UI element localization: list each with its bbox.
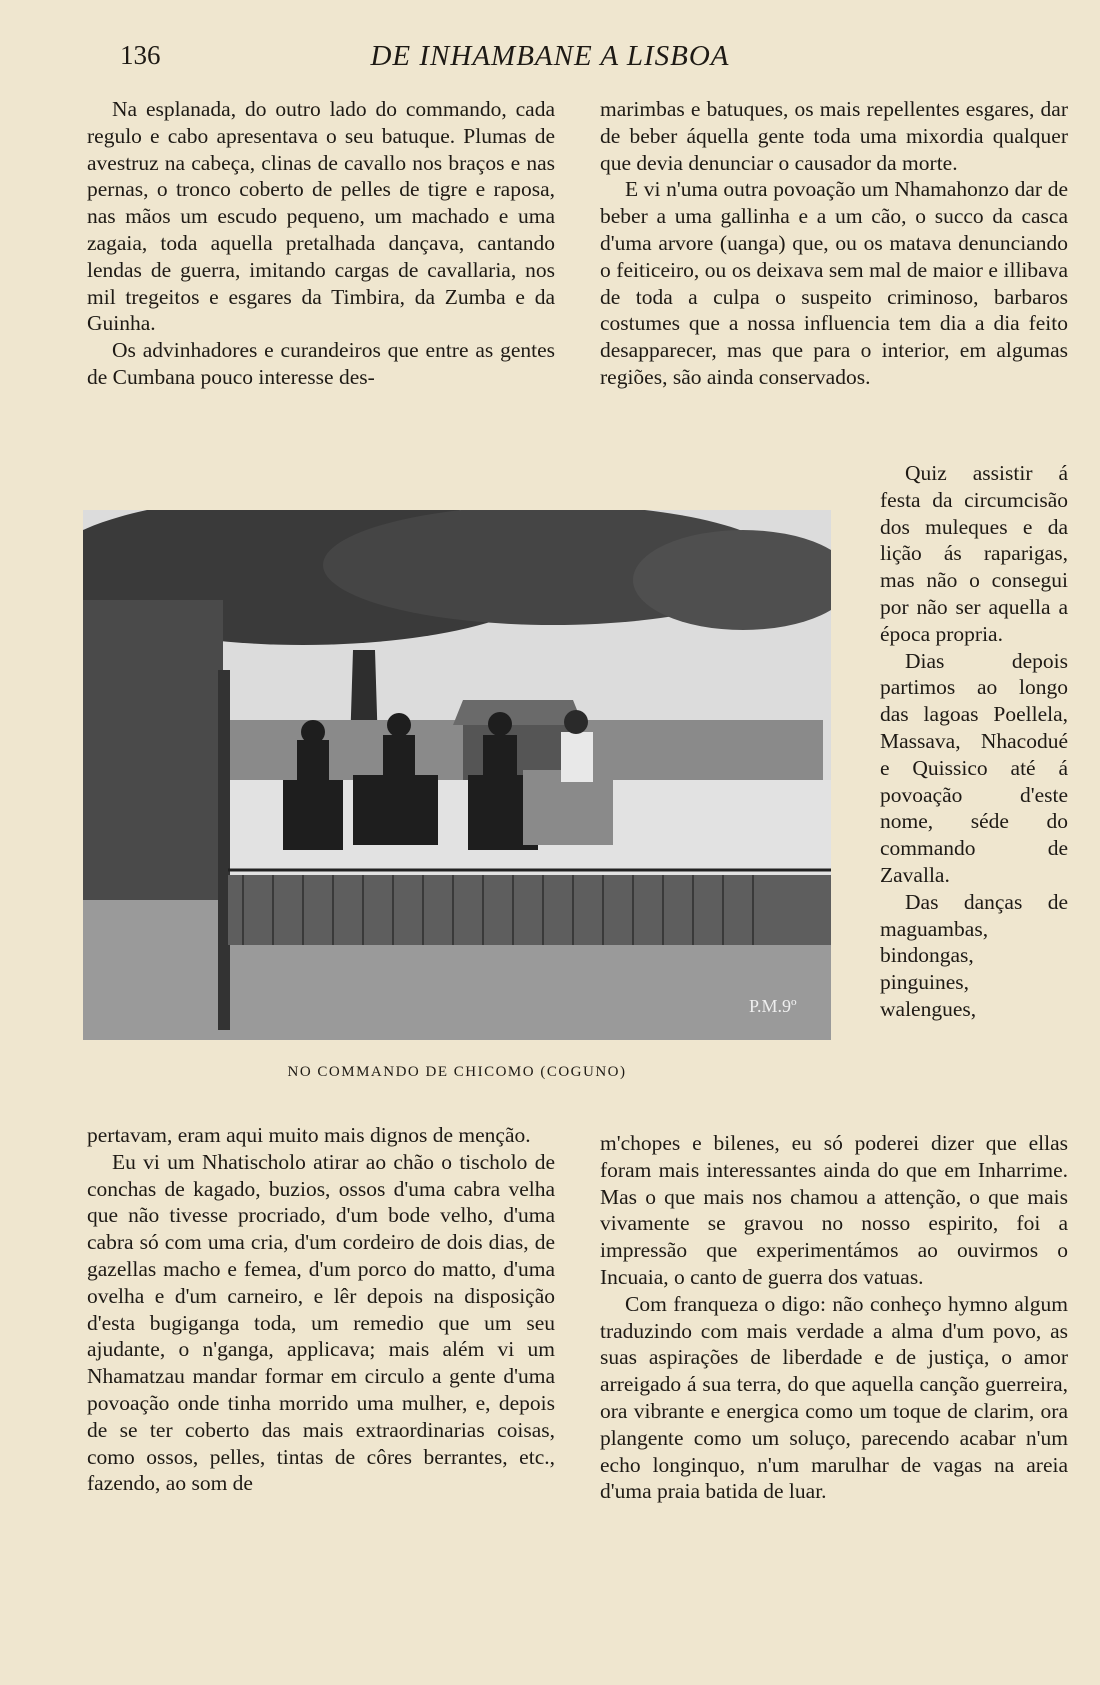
paragraph: Eu vi um Nhatischolo atirar ao chão o tischolo de conchas de kagado, buzios, ossos d'uma cabra velha que não tivesse procriado, d'um bode velho, d'uma cabra só com uma cria, d'um cordeiro de dois dias, de gazellas macho e femea, d'um porco do matto, d'uma ovelha e d'um carneiro, e lêr depois na disposição d'esta bugiganga toda, um remedio que um seu ajudante, o n'ganga, applicava; mais além vi um Nhamatzau mandar formar em circulo a gente d'uma povoação onde tinha morrido uma mulher, e, depois de se ter coberto das mais extraordinarias coisas, como ossos, pelles, tintas de côres berrantes, etc., fazendo, ao som de bbox=[87, 1149, 555, 1496]
page-number: 136 bbox=[120, 40, 161, 70]
photograph-horsemen bbox=[83, 510, 831, 1040]
paragraph: Os advinhadores e curandeiros que entre as gentes de Cumbana pouco interesse des- bbox=[87, 338, 555, 389]
paragraph: pertavam, eram aqui muito mais dignos de menção. bbox=[87, 1123, 531, 1147]
photograph-illustration bbox=[83, 510, 831, 1040]
photo-signature: P.M.9º bbox=[749, 996, 797, 1016]
left-column-bottom bbox=[87, 1122, 555, 1497]
photo-caption: NO COMMANDO DE CHICOMO (COGUNO) bbox=[287, 1064, 627, 1080]
paragraph: Das danças de maguambas, bindongas, pinguines, walengues, bbox=[880, 889, 1068, 1021]
paragraph: marimbas e batuques, os mais repellentes esgares, dar de beber áquella gente toda uma mixordia qualquer que devia denunciar o causador da morte. bbox=[600, 97, 1068, 175]
paragraph: m'chopes e bilenes, eu só poderei dizer que ellas foram mais interessantes ainda do que em Inharrime. Mas o que mais nos chamou a attenção, o que mais vivamente se gravou no nosso espirito, foi a impressão que experimentámos ao ouvirmos o Incuaia, o canto de guerra dos vatuas. bbox=[600, 1131, 1068, 1289]
right-column-bottom bbox=[600, 1130, 1068, 1505]
paragraph: Na esplanada, do outro lado do commando, cada regulo e cabo apresentava o seu batuque. Plumas de avestruz na cabeça, clinas de cavallo nos braços e nas pernas, o tronco coberto de pelles de tigre e raposa, nas mãos um escudo pequeno, um machado e uma zagaia, toda aquella pretalhada dançava, cantando lendas de guerra, imitando cargas de cavallaria, nos mil tregeitos e esgares da Timbira, da Zumba e da Guinha. bbox=[87, 97, 555, 336]
paragraph: Quiz assistir á festa da circumcisão dos muleques e da lição ás raparigas, mas não o consegui por não ser aquella a época propria. bbox=[880, 461, 1068, 646]
paragraph: E vi n'uma outra povoação um Nhamahonzo dar de beber a uma gallinha e a um cão, o succo da casca d'uma arvore (uanga) que, ou os matava denunciando o feiticeiro, ou os deixava sem mal de maior e illibava de toda a culpa o suspeito criminoso, barbaros costumes que a nossa influencia tem dia a dia feito desapparecer, mas que para o interior, em algumas regiões, são ainda conservados. bbox=[600, 177, 1068, 389]
right-column-top bbox=[600, 96, 1068, 391]
left-column-top bbox=[87, 96, 555, 391]
paragraph: Dias depois partimos ao longo das lagoas Poellela, Massava, Nhacodué e Quissico até á povoação d'este nome, séde do commando de Zavalla. bbox=[880, 648, 1068, 887]
running-title: DE INHAMBANE A LISBOA bbox=[370, 40, 730, 72]
paragraph: Com franqueza o digo: não conheço hymno algum traduzindo com mais verdade a alma d'um povo, as suas aspirações de liberdade e de justiça, o amor arreigado á sua terra, do que aquella canção guerreira, ora vibrante e energica como um toque de clarim, ora plangente como um soluço, parecendo acabar n'um echo longinquo, n'um marulhar de vagas na areia d'uma praia batida de luar. bbox=[600, 1291, 1068, 1504]
page-header bbox=[0, 40, 1100, 76]
right-narrow-column bbox=[880, 460, 1068, 1023]
